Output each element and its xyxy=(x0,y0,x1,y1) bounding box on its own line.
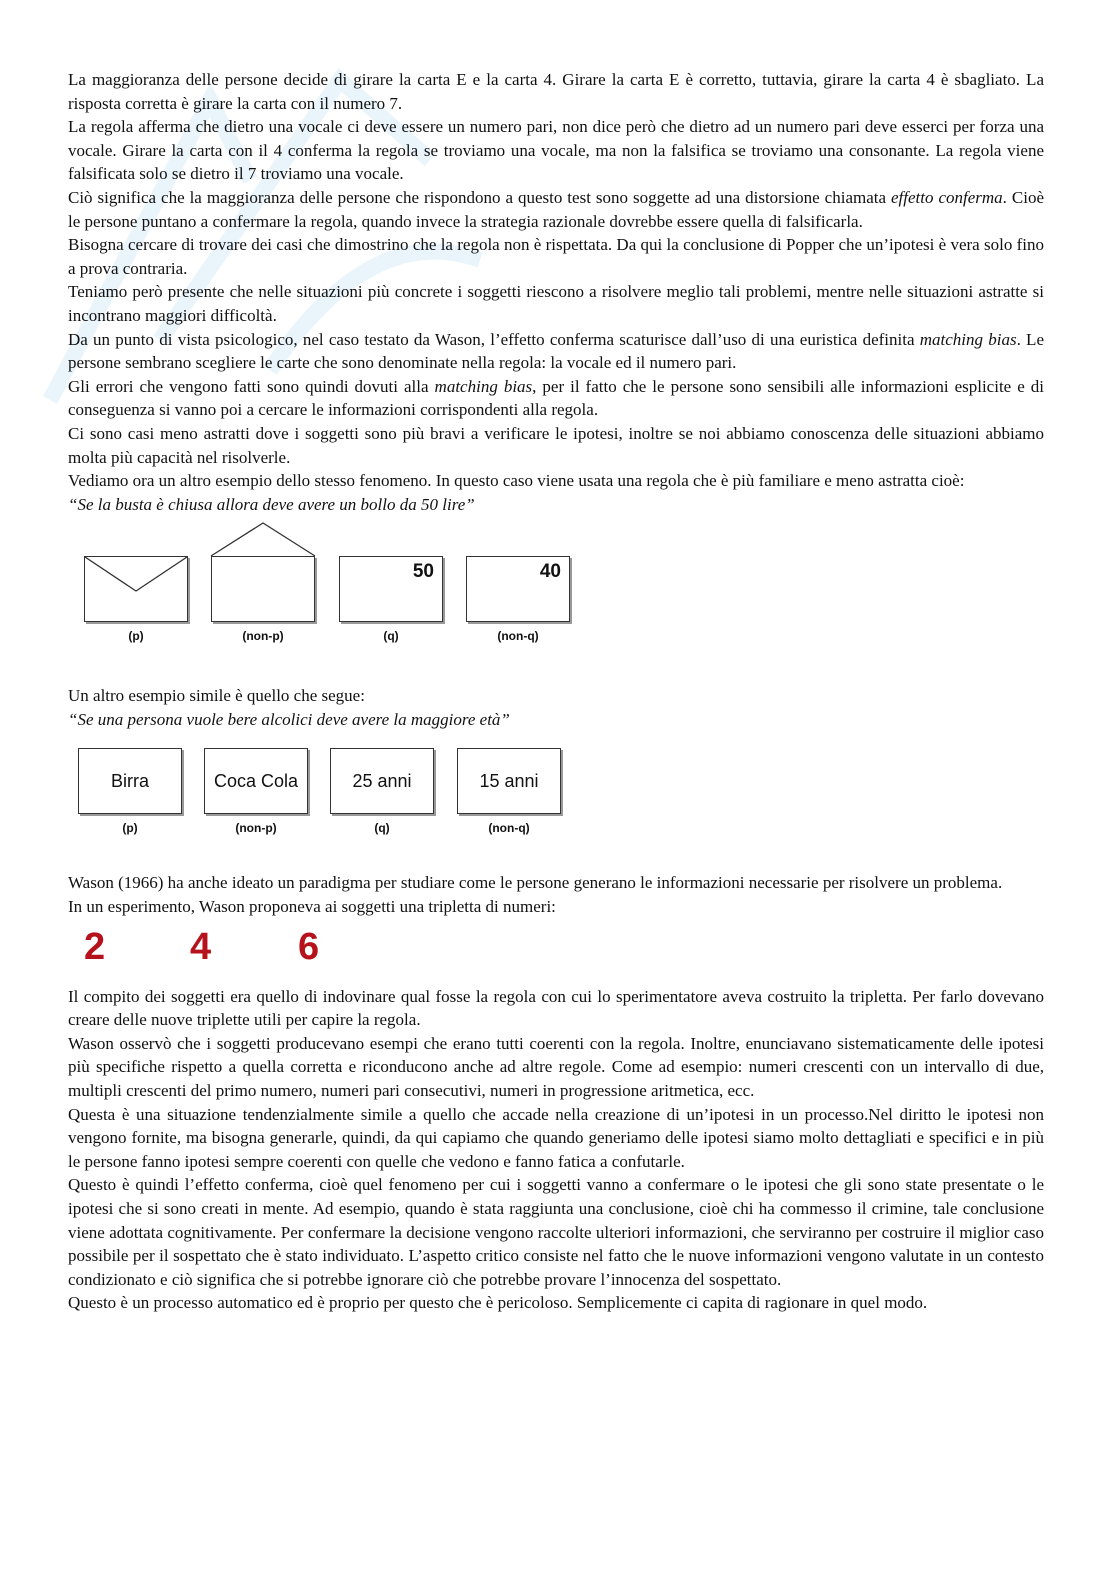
caption-non-q-2: (non-q) xyxy=(488,821,530,836)
caption-q: (q) xyxy=(383,629,399,644)
drink-cards-figure xyxy=(68,731,1044,871)
paragraph-less-abstract: Ci sono casi meno astratti dove i soggetti sono più bravi a verificare le ipotesi, inoltre se noi abbiamo conoscenza delle situazioni abbiamo molta più capacità nel risolverle. xyxy=(68,423,1044,467)
paragraph-wason-paradigm: Wason (1966) ha anche ideato un paradigma per studiare come le persone generano le informazioni necessarie per risolvere un problema. xyxy=(68,873,1003,893)
card-birra: Birra xyxy=(78,748,182,814)
paragraph-law-analogy: Questa è una situazione tendenzialmente simile a quello che accade nella creazione di un’ipotesi in un processo.Nel diritto le ipotesi non vengono fornite, ma bisogna generarle, quindi, da qui capiamo che quando generiamo delle ipotesi siamo molto dettagliati e specifici e in più le persone fanno ipotesi sempre coerenti con quelle che vedono e fanno fatica a confutarle. xyxy=(68,1104,1044,1171)
stamp-50-card xyxy=(339,556,443,622)
card-25-anni: 25 anni xyxy=(330,748,434,814)
quote-envelope-rule: “Se la busta è chiusa allora deve avere un bollo da 50 lire” xyxy=(68,494,475,514)
term-matching-bias: matching bias xyxy=(919,329,1017,349)
paragraph-errors: Gli errori che vengono fatti sono quindi dovuti alla matching bias, per il fatto che le persone sono sensibili alle informazioni esplicite e di conseguenza si vanno poi a cercare le informazioni corrispondenti alla regola. xyxy=(68,376,1044,420)
triplet-number-4: 4 xyxy=(190,925,212,968)
paragraph-automatic-process: Questo è un processo automatico ed è proprio per questo che è pericoloso. Semplicemente ci capita di ragionare in quel modo. xyxy=(68,1293,928,1313)
closed-envelope-card xyxy=(84,556,188,622)
paragraph-observations: Wason osservò che i soggetti producevano esempi che erano tutti coerenti con la regola. Inoltre, enunciavano sistematicamente delle ipotesi più specifiche rispetto a quella corretta e riconducono anche ad altre regole. Come ad esempio: numeri crescenti con un intervallo di due, multipli crescenti del primo numero, numeri pari consecutivi, numeri in progressione aritmetica, ecc. xyxy=(68,1033,1044,1101)
paragraph-confirmation-effect: Ciò significa che la maggioranza delle persone che rispondono a questo test sono soggette ad una distorsione chiamata effetto conferma. Cioè le persone puntano a confermare la regola, quando invece la strategia razionale dovrebbe essere quella di falsificarla. xyxy=(68,187,1044,231)
paragraph-concrete: Teniamo però presente che nelle situazioni più concrete i soggetti riescono a risolvere meglio tali problemi, mentre nelle situazioni astratte si incontrano maggiori difficoltà. xyxy=(68,282,1044,325)
caption-q-2: (q) xyxy=(374,821,390,836)
paragraph-example-intro: Vediamo ora un altro esempio dello stesso fenomeno. In questo caso viene usata una regola che è più familiare e meno astratta cioè: xyxy=(68,471,965,491)
paragraph-another-example: Un altro esempio simile è quello che segue: xyxy=(68,686,365,706)
stamp-value-40: 40 xyxy=(539,561,561,583)
paragraph-answer: La maggioranza delle persone decide di girare la carta E e la carta 4. Girare la carta E è corretto, tuttavia, girare la carta 4 è sbagliato. La risposta corretta è girare la carta con il numero 7. xyxy=(68,70,1044,113)
caption-non-q: (non-q) xyxy=(497,629,539,644)
stamp-value-50: 50 xyxy=(412,561,434,583)
caption-p-2: (p) xyxy=(122,821,138,836)
triplet-number-6: 6 xyxy=(298,925,320,968)
envelope-cards-figure xyxy=(68,516,1044,660)
document-page xyxy=(68,68,1044,1315)
caption-p: (p) xyxy=(128,629,144,644)
paragraph-popper: Bisogna cercare di trovare dei casi che dimostrino che la regola non è rispettata. Da qui la conclusione di Popper che un’ipotesi è vera solo fino a prova contraria. xyxy=(68,235,1044,278)
open-envelope-card xyxy=(211,556,315,622)
paragraph-triplet-intro: In un esperimento, Wason proponeva ai soggetti una tripletta di numeri: xyxy=(68,897,556,917)
caption-non-p-2: (non-p) xyxy=(235,821,277,836)
caption-non-p: (non-p) xyxy=(242,629,284,644)
paragraph-rule: La regola afferma che dietro una vocale ci deve essere un numero pari, non dice però che dietro ad un numero pari deve esserci per forza una vocale. Girare la carta con il 4 conferma la regola se troviamo una vocale, ma non la falsifica se troviamo una consonante. La regola viene falsificata solo se dietro il 7 troviamo una vocale. xyxy=(68,117,1044,184)
stamp-40-card xyxy=(466,556,570,622)
paragraph-task: Il compito dei soggetti era quello di indovinare qual fosse la regola con cui lo sperimentatore aveva costruito la tripletta. Per farlo dovevano creare delle nuove triplette utili per capire la regola. xyxy=(68,986,1044,1030)
triplet-number-2: 2 xyxy=(84,925,106,968)
card-15-anni: 15 anni xyxy=(457,748,561,814)
quote-alcohol-rule: “Se una persona vuole bere alcolici deve avere la maggiore età” xyxy=(68,709,510,729)
number-triplet xyxy=(68,919,1044,985)
card-coca-cola: Coca Cola xyxy=(204,748,308,814)
envelope-flap-icon xyxy=(85,557,187,597)
term-effetto-conferma: effetto conferma xyxy=(891,187,1003,207)
term-matching-bias-2: matching bias xyxy=(434,376,533,396)
paragraph-confirmation-definition: Questo è quindi l’effetto conferma, cioè quel fenomeno per cui i soggetti vanno a confermare o le ipotesi che gli sono state presentate o le ipotesi che si sono creati in mente. Ad esempio, quando è stata raggiunta una conclusione, cioè chi ha commesso il crimine, tale conclusione viene adottata cognitivamente. Per confermare la decisione vengono raccolte ulteriori informazioni, che serviranno per costruire il miglior caso possibile per il sospettato che è stato individuato. L’aspetto critico consiste nel fatto che le nuove informazioni vengono valutate in un contesto condizionato e ciò significa che si potrebbe ignorare ciò che potrebbe provare l’innocenza del sospettato. xyxy=(68,1175,1044,1289)
paragraph-matching-bias: Da un punto di vista psicologico, nel caso testato da Wason, l’effetto conferma scaturisce dall’uso di una euristica definita matching bias. Le persone sembrano scegliere le carte che sono denominate nella regola: la vocale ed il numero pari. xyxy=(68,329,1044,373)
open-envelope-flap-icon xyxy=(209,521,317,557)
